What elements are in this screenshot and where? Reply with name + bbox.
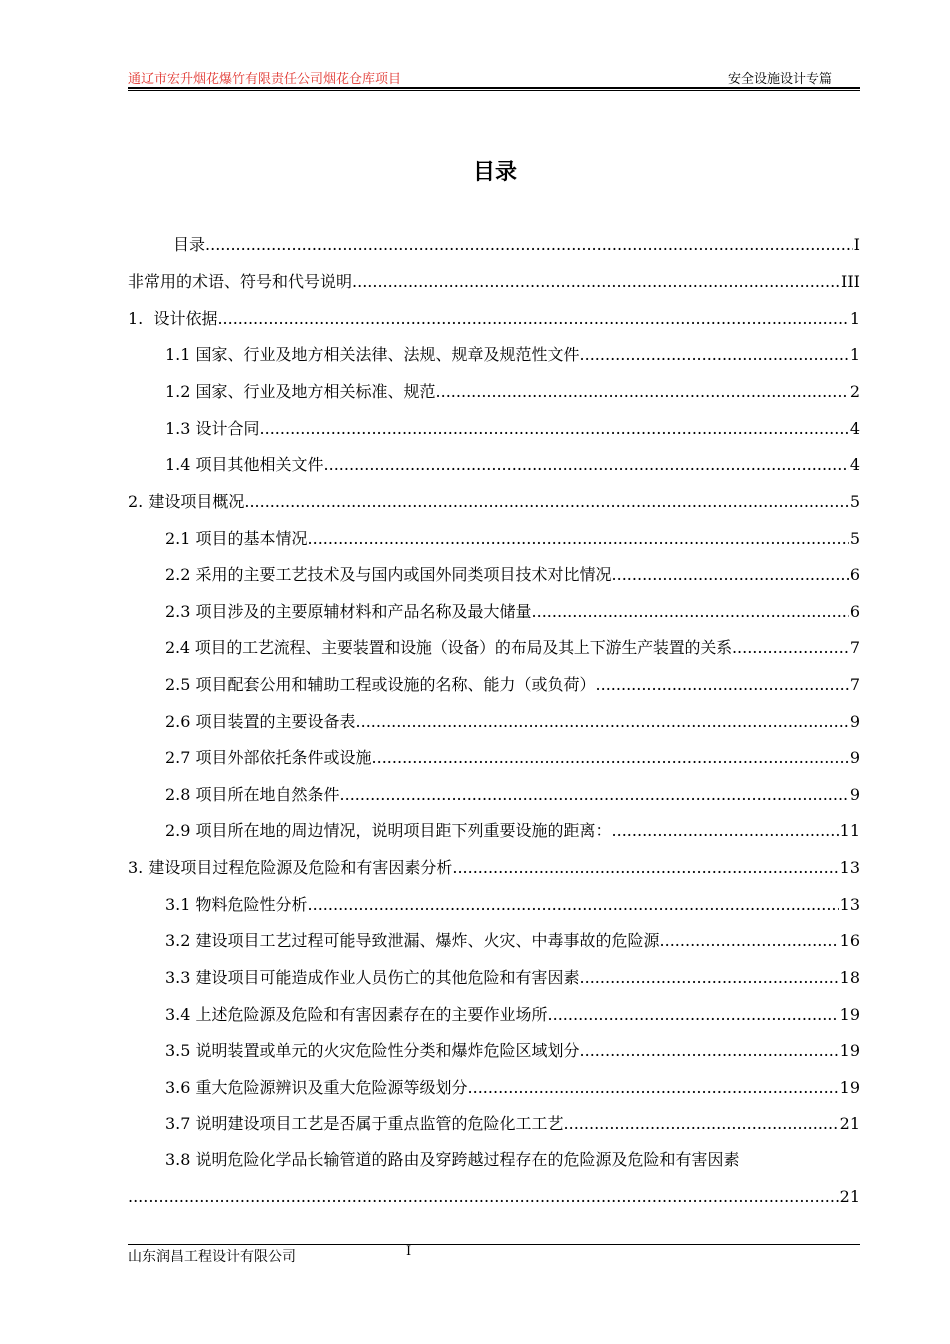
toc-leader-dots [468,1076,839,1100]
toc-leader-dots [436,380,849,404]
toc-leader-dots [452,856,838,880]
header-rule-thin [128,90,860,91]
toc-entry-page: 19 [839,1005,860,1024]
toc-entry-label: 2.4 项目的工艺流程、主要装置和设施（设备）的布局及其上下游生产装置的关系 [165,638,732,657]
toc-leader-dots [548,1003,839,1027]
toc-entry[interactable] [165,710,860,734]
toc-entry-page: 9 [849,712,860,731]
toc-entry[interactable] [165,1003,860,1027]
toc-entry-label: 3.5 说明装置或单元的火灾危险性分类和爆炸危险区域划分 [165,1041,580,1060]
header-rule [128,87,860,89]
toc-entry-label: 2.3 项目涉及的主要原辅材料和产品名称及最大储量 [165,602,532,621]
header-project-name: 通辽市宏升烟花爆竹有限责任公司烟花仓库项目 [128,72,402,87]
toc-entry-label: 3.7 说明建设项目工艺是否属于重点监管的危险化工工艺 [165,1114,564,1133]
toc-entry-page: 4 [849,455,860,474]
toc-entry[interactable] [128,490,860,514]
toc-leader-dots [596,673,849,697]
toc-leader-dots [532,600,849,624]
toc-entry-page: 11 [839,821,860,840]
toc-entry[interactable] [165,1076,860,1100]
toc-entry-page: 19 [839,1078,860,1097]
toc-entry-page: 18 [839,968,860,987]
toc-entry-label: 2.7 项目外部依托条件或设施 [165,748,372,767]
toc-entry-label: 1.1 国家、行业及地方相关法律、法规、规章及规范性文件 [165,345,580,364]
toc-entry-page: 9 [849,785,860,804]
toc-entry-page: 2 [849,382,860,401]
toc-leader-dots [205,233,853,257]
toc-entry-label: 3.1 物料危险性分析 [165,895,308,914]
toc-entry[interactable] [165,746,860,770]
toc-entry[interactable] [165,966,860,990]
toc-entry[interactable] [173,233,860,257]
toc-entry-page: 6 [849,602,860,621]
toc-leader-dots [244,490,848,514]
toc-entry-page: 1 [849,345,860,364]
toc-leader-dots [128,1185,839,1209]
toc-entry-page: 13 [839,858,860,877]
toc-entry-page: 1 [849,309,860,328]
toc-leader-dots [580,343,849,367]
toc-leader-dots [217,307,848,331]
toc-entry-page: 13 [839,895,860,914]
toc-entry-page: 21 [839,1187,860,1206]
toc-entry[interactable] [165,600,860,624]
toc-entry[interactable] [165,929,860,953]
toc-leader-dots [308,893,839,917]
toc-entry-label: 3.4 上述危险源及危险和有害因素存在的主要作业场所 [165,1005,548,1024]
page-title: 目录 [472,160,517,185]
toc-leader-dots [612,563,849,587]
header-document-type: 安全设施设计专篇 [727,72,832,87]
toc-leader-dots [308,527,849,551]
toc-leader-dots [356,710,849,734]
toc-entry[interactable] [165,453,860,477]
toc-entry-page: I [853,235,860,254]
toc-entry-page: 5 [849,529,860,548]
toc-entry-label: 1. 设计依据 [128,309,218,328]
toc-entry[interactable] [165,783,860,807]
toc-entry-label: 2.8 项目所在地自然条件 [165,785,340,804]
toc-leader-dots [580,1039,839,1063]
toc-entry[interactable] [165,636,860,660]
toc-entry-page: 21 [839,1114,860,1133]
toc-leader-dots [612,819,839,843]
toc-leader-dots [564,1112,839,1136]
toc-entry-page: 16 [839,931,860,950]
toc-entry-label: 3.6 重大危险源辨识及重大危险源等级划分 [165,1078,468,1097]
toc-entry[interactable] [128,270,860,294]
toc-entry[interactable] [165,819,860,843]
toc-entry-page: III [841,272,860,291]
toc-leader-dots [372,746,849,770]
toc-leader-dots [660,929,839,953]
footer-page-number: I [406,1244,412,1259]
toc-entry-label: 2.9 项目所在地的周边情况，说明项目距下列重要设施的距离： [165,821,612,840]
toc-entry[interactable] [165,417,860,441]
toc-entry-label: 1.2 国家、行业及地方相关标准、规范 [165,382,436,401]
toc-entry[interactable] [165,380,860,404]
footer-company: 山东润昌工程设计有限公司 [128,1249,296,1265]
toc-leader-dots [352,270,840,294]
toc-entry[interactable] [128,307,860,331]
toc-entry[interactable] [165,527,860,551]
toc-leader-dots [732,636,849,660]
toc-entry[interactable] [165,1112,860,1136]
toc-entry-page: 7 [849,638,860,657]
toc-entry-label: 1.4 项目其他相关文件 [165,455,324,474]
toc-leader-dots [580,966,839,990]
toc-entry-label: 2.1 项目的基本情况 [165,529,308,548]
toc-leader-dots [260,417,849,441]
toc-entry-label: 目录 [173,235,206,254]
toc-entry[interactable] [165,343,860,367]
toc-entry[interactable] [165,673,860,697]
toc-entry-label: 1.3 设计合同 [165,419,260,438]
toc-entry-page: 9 [849,748,860,767]
toc-entry-label: 2. 建设项目概况 [128,492,245,511]
toc-entry-label: 3.2 建设项目工艺过程可能导致泄漏、爆炸、火灾、中毒事故的危险源 [165,931,660,950]
toc-entry-label: 2.2 采用的主要工艺技术及与国内或国外同类项目技术对比情况 [165,565,612,584]
toc-entry-page: 19 [839,1041,860,1060]
toc-entry-label: 3.3 建设项目可能造成作业人员伤亡的其他危险和有害因素 [165,968,580,987]
toc-leader-dots [340,783,849,807]
toc-entry[interactable] [128,856,860,880]
toc-entry-label: 2.5 项目配套公用和辅助工程或设施的名称、能力（或负荷） [165,675,596,694]
footer-rule [128,1244,860,1245]
toc-entry-label: 3. 建设项目过程危险源及危险和有害因素分析 [128,858,453,877]
toc-entry-page: 5 [849,492,860,511]
toc-entry-label: 非常用的术语、符号和代号说明 [128,272,353,291]
toc-entry[interactable] [165,1039,860,1063]
toc-entry[interactable] [128,1185,860,1209]
toc-leader-dots [324,453,849,477]
toc-entry[interactable] [165,563,860,587]
toc-entry-label: 2.6 项目装置的主要设备表 [165,712,356,731]
toc-entry-page: 7 [849,675,860,694]
toc-entry[interactable] [165,893,860,917]
toc-entry-page: 6 [849,565,860,584]
toc-entry-label[interactable]: 3.8 说明危险化学品长输管道的路由及穿跨越过程存在的危险源及危险和有害因素 [165,1150,740,1169]
toc-entry-page: 4 [849,419,860,438]
